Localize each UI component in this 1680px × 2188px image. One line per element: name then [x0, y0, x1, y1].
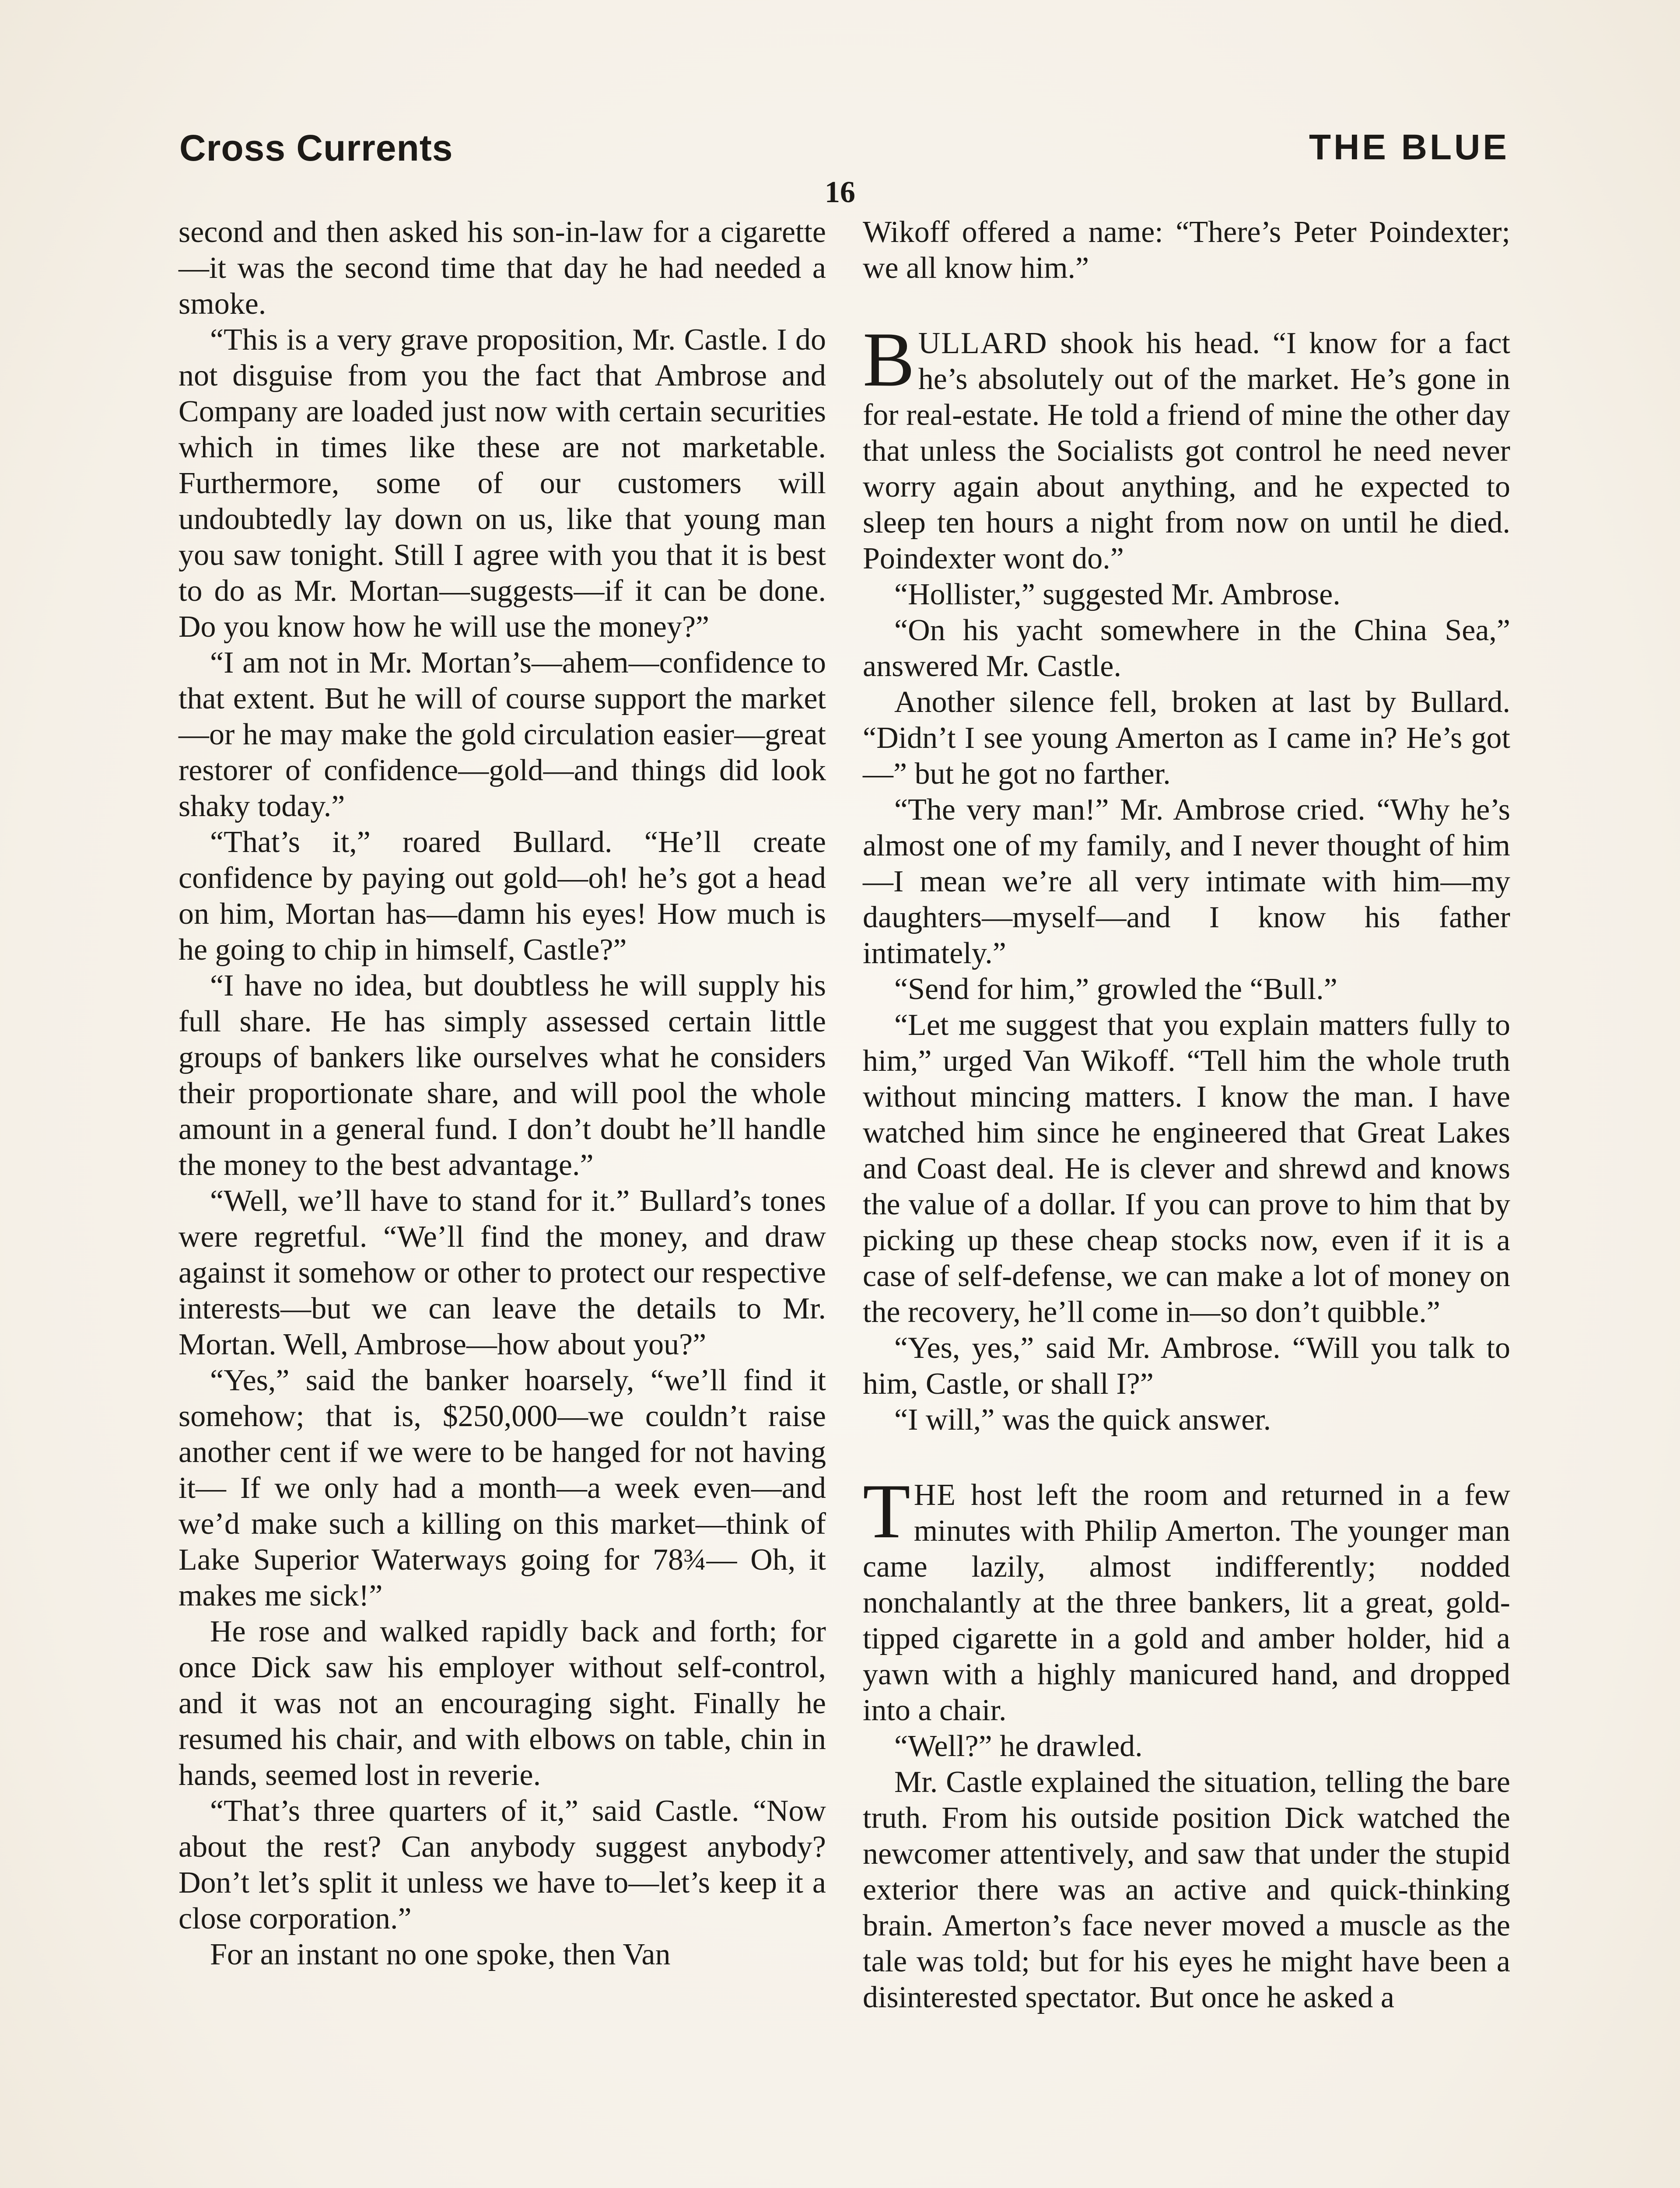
story-title: Cross Currents [179, 127, 453, 168]
paragraph-text: Wikoff offered a name: “There’s Peter Poindexter; we all know him.” [863, 215, 1510, 285]
paragraph-text: “This is a very grave proposition, Mr. Castle. I do not disguise from you the fact that Ambrose and Company are loaded just now with certain securities which in times like these are not marketable. Furthermore, some of our customers will undoubtedly lay down on us, like that young man you saw tonight. Still I agree with you that it is best to do as Mr. Mortan—suggests—if it can be done. Do you know how he will use the money?” [178, 323, 826, 644]
paragraph-text: host left the room and returned in a few minutes with Philip Amerton. The younger man came lazily, almost indifferently; nodded nonchalantly at the three bankers, lit a great, gold-tipped cigarette in a gold and amber holder, hid a yawn with a highly manicured hand, and dropped into a chair. [863, 1478, 1510, 1727]
paragraph [178, 645, 826, 824]
paragraph [178, 1363, 826, 1614]
paragraph-text: “On his yacht somewhere in the China Sea,” answered Mr. Castle. [863, 614, 1510, 683]
paragraph-text: second and then asked his son-in-law for a cigarette—it was the second time that day he had needed a smoke. [178, 215, 826, 321]
drop-cap: T [863, 1468, 910, 1554]
paragraph-text: “I will,” was the quick answer. [894, 1403, 1271, 1437]
paragraph [178, 1183, 826, 1363]
paragraph-text: “Well?” he drawled. [894, 1729, 1143, 1763]
paragraph [863, 1007, 1510, 1330]
section-opening-paragraph [863, 316, 1510, 577]
paragraph [863, 1764, 1510, 2016]
paragraph-text: “I am not in Mr. Mortan’s—ahem—confidence to that extent. But he will of course support the market—or he may make the gold circulation easier—great restorer of confidence—gold—and things did look shaky today.” [178, 646, 826, 823]
page-number: 16 [825, 175, 855, 209]
paragraph-text: “Yes,” said the banker hoarsely, “we’ll find it somehow; that is, $250,000—we couldn’t raise another cent if we were to be hanged for not having it— If we only had a month—a week even—and we’d make such a killing on this market—think of Lake Superior Waterways going for 78¾— Oh, it makes me sick!” [178, 1364, 826, 1613]
paragraph-text: Another silence fell, broken at last by Bullard. “Didn’t I see young Amerton as I came in? He’s got—” but he got no farther. [863, 685, 1510, 791]
right-column [863, 214, 1510, 2016]
small-caps-lead: HE [914, 1478, 957, 1512]
paragraph [178, 1937, 826, 1973]
paragraph-text: “The very man!” Mr. Ambrose cried. “Why he’s almost one of my family, and I never thought of him—I mean we’re all very intimate with him—my daughters—myself—and I know his father intimately.” [863, 793, 1510, 970]
paragraph [178, 1793, 826, 1937]
left-column [178, 214, 826, 1973]
paragraph-text: “I have no idea, but doubtless he will supply his full share. He has simply assessed certain little groups of bankers like ourselves what he considers their proportionate share, and will pool the whole amount in a general fund. I don’t doubt he’ll handle the money to the best advantage.” [178, 969, 826, 1182]
paragraph-text: “That’s three quarters of it,” said Castle. “Now about the rest? Can anybody suggest anybody? Don’t let’s split it unless we have to—let’s keep it a close corporation.” [178, 1794, 826, 1936]
paragraph [178, 322, 826, 645]
paragraph [863, 792, 1510, 971]
paragraph [863, 613, 1510, 684]
magazine-title: THE BLUE [1309, 127, 1509, 167]
paragraph [178, 968, 826, 1183]
paragraph [863, 1402, 1510, 1438]
paragraph [863, 1330, 1510, 1402]
paragraph [178, 824, 826, 968]
section-opening-paragraph [863, 1468, 1510, 1729]
paragraph-text: Mr. Castle explained the situation, telling the bare truth. From his outside position Dick watched the newcomer attentively, and saw that under the stupid exterior there was an active and quick-thinking brain. Amerton’s face never moved a muscle as the tale was told; but for his eyes he might have been a disinterested spectator. But once he asked a [863, 1765, 1510, 2014]
paragraph [178, 214, 826, 322]
paragraph-text: “That’s it,” roared Bullard. “He’ll create confidence by paying out gold—oh! he’s got a head on him, Mortan has—damn his eyes! How much is he going to chip in himself, Castle?” [178, 825, 826, 967]
small-caps-lead: ULLARD [918, 326, 1048, 360]
paragraph [863, 971, 1510, 1007]
paragraph [863, 214, 1510, 286]
paragraph-text: He rose and walked rapidly back and forth; for once Dick saw his employer without self-control, and it was not an encouraging sight. Finally he resumed his chair, and with elbows on table, chin in hands, seemed lost in reverie. [178, 1615, 826, 1792]
paragraph-text: “Well, we’ll have to stand for it.” Bullard’s tones were regretful. “We’ll find the money, and draw against it somehow or other to protect our respective interests—but we can leave the details to Mr. Mortan. Well, Ambrose—how about you?” [178, 1184, 826, 1361]
running-head [179, 127, 1509, 175]
paragraph [863, 577, 1510, 613]
paragraph-text: For an instant no one spoke, then Van [210, 1938, 671, 1971]
paragraph-text: shook his head. “I know for a fact he’s absolutely out of the market. He’s gone in for real-estate. He told a friend of mine the other day that unless the Socialists got control he need never worry again about anything, and he expected to sleep ten hours a night from now on until he died. Poindexter wont do.” [863, 326, 1510, 575]
drop-cap: B [863, 316, 915, 403]
paragraph [863, 684, 1510, 792]
paragraph [863, 1729, 1510, 1764]
paragraph-text: “Send for him,” growled the “Bull.” [894, 972, 1337, 1006]
paragraph-text: “Let me suggest that you explain matters fully to him,” urged Van Wikoff. “Tell him the whole truth without mincing matters. I know the man. I have watched him since he engineered that Great Lakes and Coast deal. He is clever and shrewd and knows the value of a dollar. If you can prove to him that by picking up these cheap stocks now, even if it is a case of self-defense, we can make a lot of money on the recovery, he’ll come in—so don’t quibble.” [863, 1008, 1510, 1329]
paragraph-text: “Hollister,” suggested Mr. Ambrose. [894, 578, 1340, 611]
paragraph-text: “Yes, yes,” said Mr. Ambrose. “Will you talk to him, Castle, or shall I?” [863, 1331, 1510, 1401]
paragraph [178, 1614, 826, 1793]
